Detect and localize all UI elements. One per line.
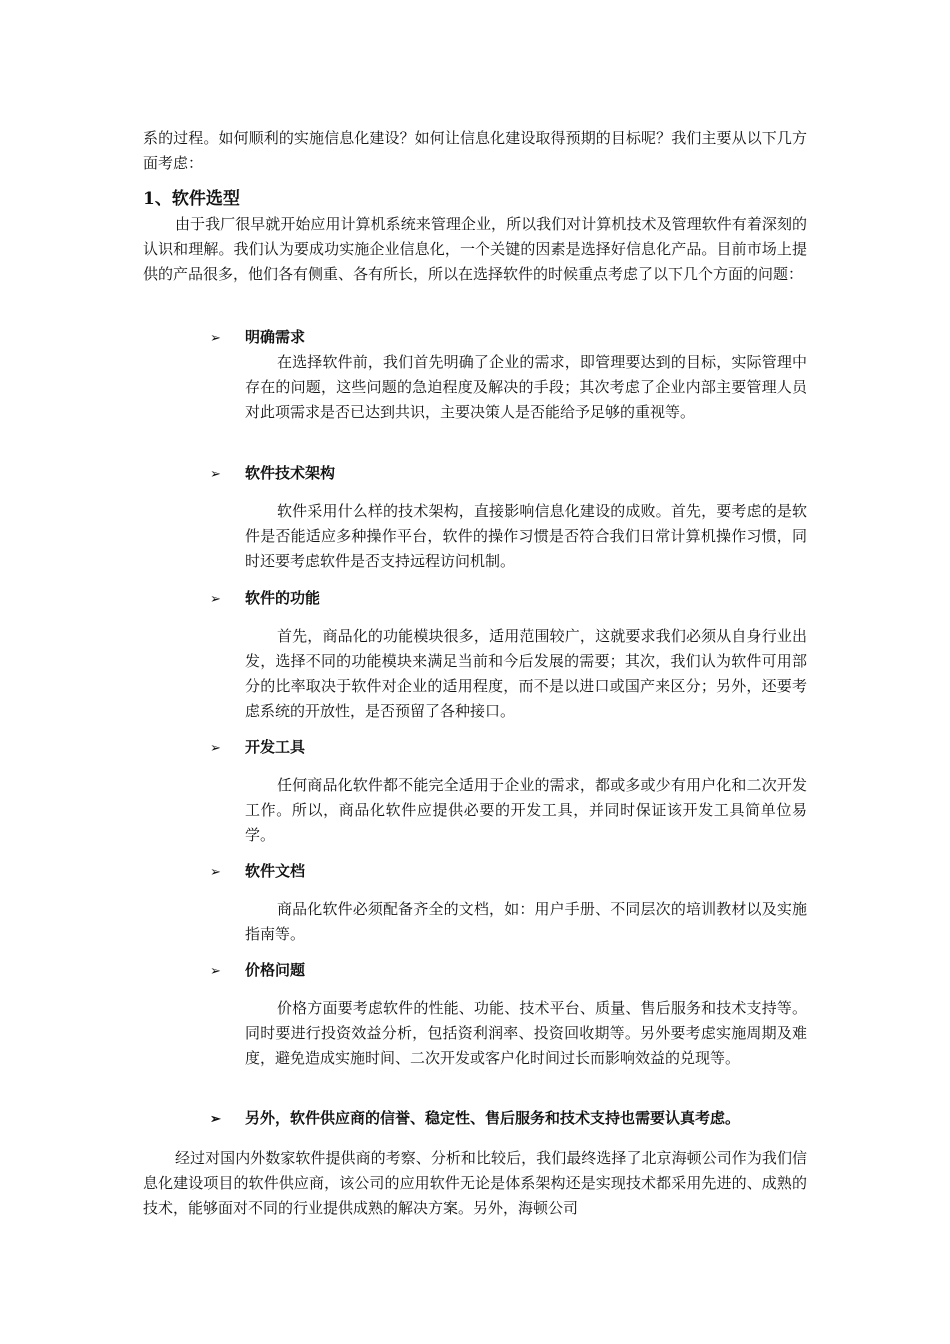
bullet-title: 软件文档: [245, 862, 306, 880]
arrow-bullet-icon: ➢: [210, 1112, 221, 1127]
bullet-item-pricing: [210, 958, 305, 983]
section-heading: 1、软件选型: [143, 189, 240, 209]
section-intro-paragraph: 由于我厂很早就开始应用计算机系统来管理企业，所以我们对计算机技术及管理软件有着深刻的认识和理解。我们认为要成功实施企业信息化，一个关键的因素是选择好信息化产品。目前市场上提供的产品很多，他们各有侧重、各有所长，所以在选择软件的时候重点考虑了以下几个方面的问题：: [143, 215, 807, 283]
arrow-bullet-icon: ➢: [210, 741, 221, 756]
arrow-bullet-icon: ➢: [210, 964, 221, 979]
arrow-bullet-icon: ➢: [210, 865, 221, 880]
bullet-item-architecture: [210, 461, 335, 486]
bullet-body: 价格方面要考虑软件的性能、功能、技术平台、质量、售后服务和技术支持等。同时要进行投资效益分析，包括资利润率、投资回收期等。另外要考虑实施周期及难度，避免造成实施时间、二次开发或客户化时间过长而影响效益的兑现等。: [245, 999, 807, 1067]
bullet-item-documentation: [210, 859, 305, 884]
bullet-title: 开发工具: [245, 738, 306, 756]
bullet-item-dev-tools: [210, 735, 305, 760]
bullet-body: 任何商品化软件都不能完全适用于企业的需求，都或多或少有用户化和二次开发工作。所以，商品化软件应提供必要的开发工具，并同时保证该开发工具简单位易学。: [245, 776, 807, 844]
bullet-item-functions: [210, 586, 320, 611]
arrow-bullet-icon: ➢: [210, 331, 221, 346]
bullet-title: 明确需求: [245, 328, 306, 346]
bullet-item-requirements: [210, 325, 305, 350]
bullet-title: 软件的功能: [245, 589, 321, 607]
bullet-body: 在选择软件前，我们首先明确了企业的需求，即管理要达到的目标，实际管理中存在的问题，这些问题的急迫程度及解决的手段；其次考虑了企业内部主要管理人员对此项需求是否已达到共识，主要决策人是否能给予足够的重视等。: [245, 353, 807, 421]
bullet-body: 首先，商品化的功能模块很多，适用范围较广，这就要求我们必须从自身行业出发，选择不同的功能模块来满足当前和今后发展的需要；其次，我们认为软件可用部分的比率取决于软件对企业的适用程度，而不是以进口或国产来区分；另外，还要考虑系统的开放性，是否预留了各种接口。: [245, 627, 807, 720]
conclusion-paragraph: 经过对国内外数家软件提供商的考察、分析和比较后，我们最终选择了北京海顿公司作为我们信息化建设项目的软件供应商，该公司的应用软件无论是体系架构还是实现技术都采用先进的、成熟的技术，能够面对不同的行业提供成熟的解决方案。另外，海顿公司: [143, 1149, 807, 1217]
bullet-body: 软件采用什么样的技术架构，直接影响信息化建设的成败。首先，要考虑的是软件是否能适应多种操作平台，软件的操作习惯是否符合我们日常计算机操作习惯，同时还要考虑软件是否支持远程访问机制。: [245, 502, 807, 570]
bullet-title: 软件技术架构: [245, 464, 336, 482]
bullet-body: 商品化软件必须配备齐全的文档，如：用户手册、不同层次的培训教材以及实施指南等。: [245, 900, 807, 943]
bullet-title: 价格问题: [245, 961, 306, 979]
arrow-bullet-icon: ➢: [210, 467, 221, 482]
bullet-title: 另外，软件供应商的信誉、稳定性、售后服务和技术支持也需要认真考虑。: [245, 1109, 741, 1127]
bullet-item-vendor: [210, 1106, 740, 1131]
arrow-bullet-icon: ➢: [210, 592, 221, 607]
intro-paragraph: 系的过程。如何顺利的实施信息化建设？如何让信息化建设取得预期的目标呢？我们主要从以下几方面考虑：: [143, 129, 807, 172]
